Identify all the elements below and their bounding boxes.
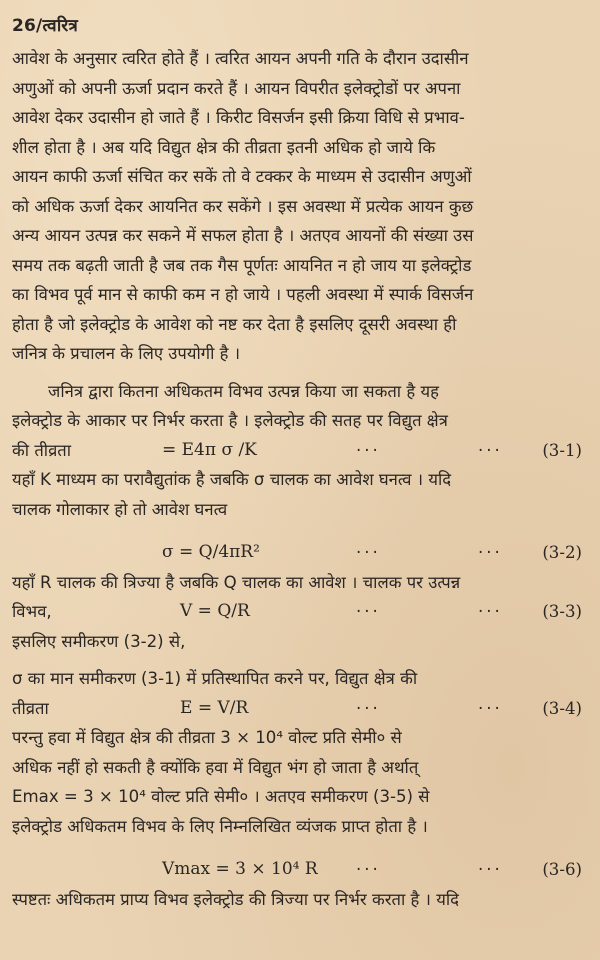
equation-expression: σ = Q/4πR² (162, 542, 260, 562)
equation-dots: ··· (478, 698, 503, 718)
text-line: होता है जो इलेक्ट्रोड के आवेश को नष्ट कर देता है इसलिए दूसरी अवस्था ही (12, 314, 457, 334)
equation-expression: = E4π σ /K (162, 439, 257, 460)
equation-lead-text: तीव्रता (12, 698, 49, 718)
paragraph-5 (12, 627, 586, 657)
paragraph-2 (12, 377, 586, 436)
equation-number: (3-6) (542, 860, 582, 879)
text-line: आवेश देकर उदासीन हो जाते हैं । किरीट विसर्जन इसी क्रिया विधि से प्रभाव- (12, 108, 465, 127)
text-line: यहाँ R चालक की त्रिज्या है जबकि Q चालक का आवेश । चालक पर उत्पन्न (12, 572, 461, 592)
paragraph-1 (12, 44, 586, 369)
paragraph-7 (12, 723, 586, 841)
equation-expression: V = Q/R (180, 601, 250, 621)
equation-3-1 (12, 436, 586, 466)
equation-number: (3-1) (542, 440, 582, 460)
text-line: आवेश के अनुसार त्वरित होते हैं । त्वरित आयन अपनी गति के दौरान उदासीन (12, 49, 469, 68)
text-line: परन्तु हवा में विद्युत क्षेत्र की तीव्रता 3 × 10⁴ वोल्ट प्रति सेमी० से (12, 728, 402, 747)
equation-dots: ··· (356, 440, 381, 460)
equation-3-2 (12, 538, 586, 568)
equation-dots: ··· (478, 602, 503, 621)
text-line: इसलिए समीकरण (3-2) से, (12, 631, 186, 651)
text-line: समय तक बढ़ती जाती है जब तक गैस पूर्णतः आयनित न हो जाय या इलेक्ट्रोड (12, 255, 472, 275)
equation-3-3 (12, 597, 586, 627)
text-line: स्पष्टतः अधिकतम प्राप्य विभव इलेक्ट्रोड की त्रिज्या पर निर्भर करता है । यदि (12, 889, 459, 909)
paragraph-4 (12, 568, 586, 598)
text-line: अन्य आयन उत्पन्न कर सकने में सफल होता है । अतएव आयनों की संख्या उस (12, 226, 474, 245)
equation-lead-text: की तीव्रता (12, 440, 72, 460)
equation-dots: ··· (356, 860, 381, 879)
text-line: चालक गोलाकार हो तो आवेश घनत्व (12, 499, 228, 519)
text-line: इलेक्ट्रोड के आकार पर निर्भर करता है । इलेक्ट्रोड की सतह पर विद्युत क्षेत्र (12, 411, 448, 430)
page-number-title: 26/त्वरित्र (12, 16, 78, 36)
equation-dots: ··· (478, 860, 503, 879)
paragraph-8 (12, 885, 586, 915)
text-line: जनित्र द्वारा कितना अधिकतम विभव उत्पन्न किया जा सकता है यह (48, 381, 439, 401)
text-line: इलेक्ट्रोड अधिकतम विभव के लिए निम्नलिखित व्यंजक प्राप्त होता है । (12, 816, 428, 836)
equation-number: (3-3) (542, 602, 582, 621)
text-line: यहाँ K माध्यम का परावैद्युतांक है जबकि σ चालक का आवेश घनत्व । यदि (12, 470, 452, 489)
equation-number: (3-4) (542, 698, 582, 718)
equation-expression: E = V/R (180, 697, 249, 718)
equation-3-4 (12, 694, 586, 724)
paragraph-3 (12, 465, 586, 524)
equation-dots: ··· (356, 543, 381, 562)
text-line: Emax = 3 × 10⁴ वोल्ट प्रति सेमी० । अतएव समीकरण (3-5) से (12, 787, 430, 806)
equation-3-6 (12, 855, 586, 885)
equation-dots: ··· (478, 440, 503, 460)
paragraph-6 (12, 664, 586, 694)
equation-expression: Vmax = 3 × 10⁴ R (162, 859, 318, 879)
page-header (12, 0, 586, 36)
text-line: को अधिक ऊर्जा देकर आयनित कर सकेंगे । इस अवस्था में प्रत्येक आयन कुछ (12, 196, 474, 216)
text-line: शील होता है । अब यदि विद्युत क्षेत्र की तीव्रता इतनी अधिक हो जाये कि (12, 137, 436, 157)
text-line: आयन काफी ऊर्जा संचित कर सकें तो वे टक्कर के माध्यम से उदासीन अणुओं (12, 167, 472, 186)
equation-dots: ··· (478, 543, 503, 562)
equation-lead-text: विभव, (12, 602, 52, 621)
text-line: का विभव पूर्व मान से काफी कम न हो जाये । पहली अवस्था में स्पार्क विसर्जन (12, 285, 474, 304)
equation-number: (3-2) (542, 543, 582, 562)
equation-dots: ··· (356, 602, 381, 621)
text-line: σ का मान समीकरण (3-1) में प्रतिस्थापित करने पर, विद्युत क्षेत्र की (12, 669, 418, 688)
text-line: जनित्र के प्रचालन के लिए उपयोगी है । (12, 344, 241, 363)
text-line: अणुओं को अपनी ऊर्जा प्रदान करते हैं । आयन विपरीत इलेक्ट्रोडों पर अपना (12, 78, 461, 98)
text-line: अधिक नहीं हो सकती है क्योंकि हवा में विद्युत भंग हो जाता है अर्थात् (12, 757, 419, 777)
equation-dots: ··· (356, 698, 381, 718)
